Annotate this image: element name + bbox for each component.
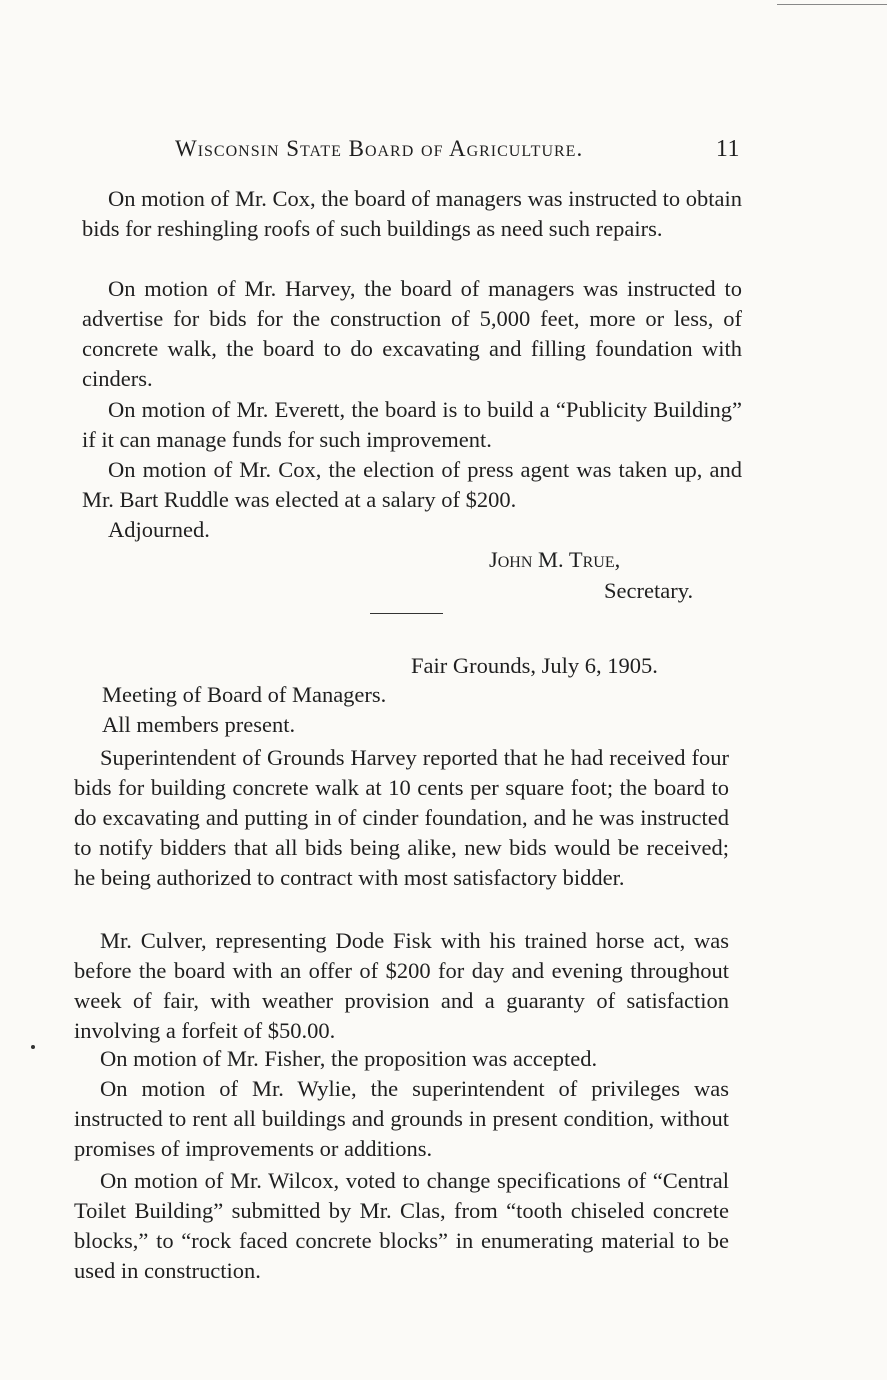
- running-header: [175, 136, 740, 163]
- page-number: 11: [715, 136, 740, 162]
- paragraph-harvey-concrete-walk: On motion of Mr. Harvey, the board of managers was instructed to advertise for bids for the construction of 5,000 feet, more or less, of concrete walk, the board to do excavating and filling foundation with cinders.: [82, 276, 742, 391]
- paragraph-wilcox-specifications: On motion of Mr. Wilcox, voted to change specifications of “Central Toilet Building” submitted by Mr. Clas, from “tooth chiseled concrete blocks,” to “rock faced concrete blocks” in enumerating material to be used in construction.: [74, 1168, 729, 1283]
- adjourned: Adjourned.: [108, 517, 210, 542]
- meeting-heading: Meeting of Board of Managers.: [102, 682, 387, 707]
- attendance: All members present.: [102, 712, 296, 737]
- section-divider: [370, 613, 443, 614]
- running-title: Wisconsin State Board of Agriculture.: [175, 136, 584, 161]
- signature-title: Secretary.: [604, 578, 694, 603]
- paragraph-fisher-accepted: On motion of Mr. Fisher, the proposition was accepted.: [100, 1046, 598, 1071]
- margin-speck: [31, 1045, 35, 1049]
- paragraph-everett-publicity-building: On motion of Mr. Everett, the board is to build a “Publicity Building” if it can manage funds for such improvement.: [82, 397, 742, 452]
- corner-rule: [777, 4, 887, 5]
- paragraph-harvey-bids: Superintendent of Grounds Harvey reported that he had received four bids for building concrete walk at 10 cents per square foot; the board to do excavating and putting in of cinder foundation, and he was instructed to notify bidders that all bids being alike, new bids would be received; he being authorized to contract with most satisfactory bidder.: [74, 745, 729, 890]
- paragraph-wylie-privileges: On motion of Mr. Wylie, the superintendent of privileges was instructed to rent all buildings and grounds in present condition, without promises of improvements or additions.: [74, 1076, 729, 1161]
- paragraph-cox-reshingling: On motion of Mr. Cox, the board of managers was instructed to obtain bids for reshingling roofs of such buildings as need such repairs.: [82, 186, 742, 241]
- signature-name: John M. True,: [489, 547, 621, 572]
- dateline: Fair Grounds, July 6, 1905.: [411, 653, 658, 678]
- paragraph-cox-press-agent: On motion of Mr. Cox, the election of press agent was taken up, and Mr. Bart Ruddle was elected at a salary of $200.: [82, 457, 742, 512]
- paragraph-culver-horse-act: Mr. Culver, representing Dode Fisk with his trained horse act, was before the board with an offer of $200 for day and evening throughout week of fair, with weather provision and a guaranty of satisfaction involving a forfeit of $50.00.: [74, 928, 729, 1043]
